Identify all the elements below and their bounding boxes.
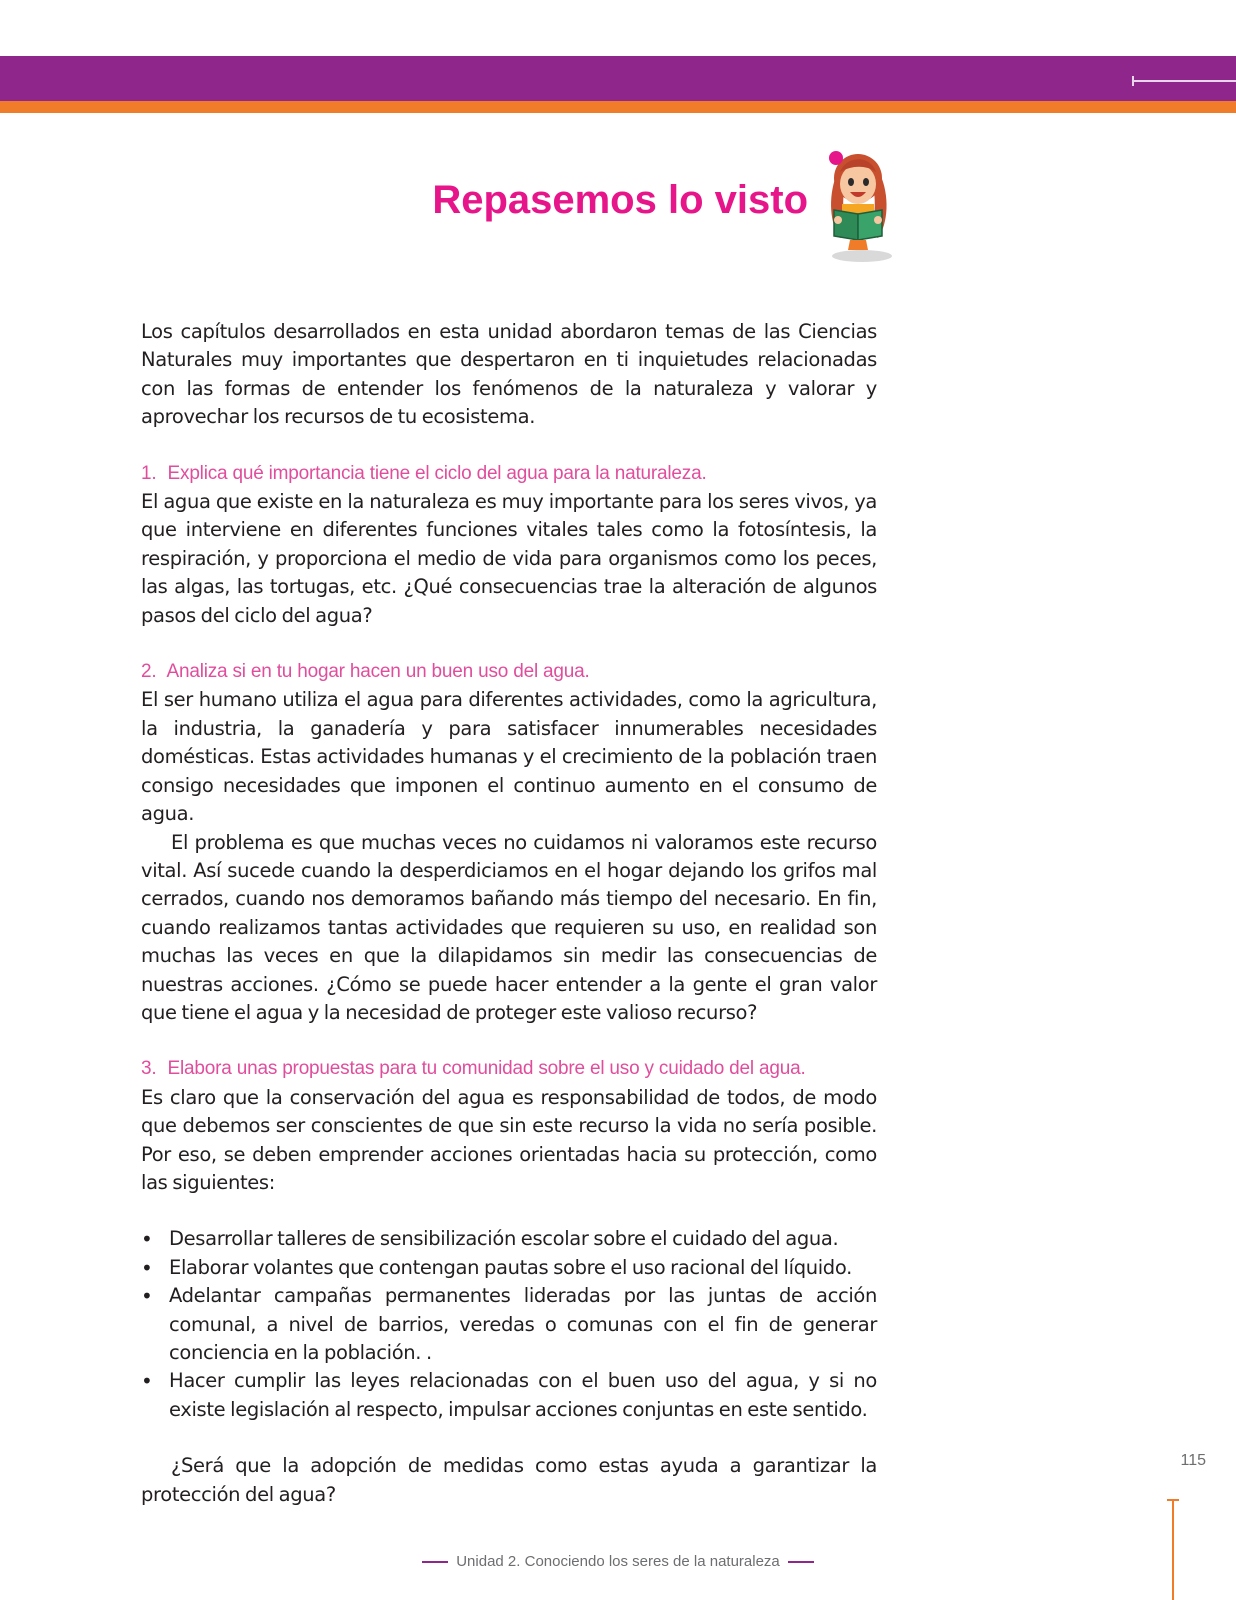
list-item: • Adelantar campañas permanentes lideradas por las juntas de acción comunal, a nivel de barrios, veredas o comunas con el fin de generar conciencia en la población. . — [141, 1282, 877, 1367]
girl-reading-book-icon — [818, 138, 900, 266]
footer-unit-label: Unidad 2. — [456, 1553, 521, 1570]
question-number: 1. — [141, 462, 157, 484]
header-band — [0, 56, 1236, 101]
question-text: Explica qué importancia tiene el ciclo del agua para la naturaleza. — [167, 462, 707, 484]
list-item: • Elaborar volantes que contengan pautas sobre el uso racional del líquido. — [141, 1254, 877, 1282]
footer-rule-left — [422, 1561, 448, 1563]
question-text: Elabora unas propuestas para tu comunidad sobre el uso y cuidado del agua. — [167, 1058, 806, 1080]
question-number: 2. — [141, 661, 157, 683]
side-rule — [1172, 1500, 1174, 1600]
question-2 — [141, 658, 877, 1027]
question-1 — [141, 460, 877, 630]
question-prompt — [141, 460, 877, 488]
body-text — [141, 318, 877, 1509]
page-number: 115 — [1180, 1452, 1206, 1469]
question-prompt — [141, 658, 877, 686]
answer-paragraph: El agua que existe en la naturaleza es muy importante para los seres vivos, ya que interviene en diferentes funciones vitales tales como la fotosíntesis, la respiración, y proporciona el medio de vida para organismos como los peces, las algas, las tortugas, etc. ¿Qué consecuencias trae la alteración de algunos pasos del ciclo del agua? — [141, 490, 877, 627]
closing-question: ¿Será que la adopción de medidas como estas ayuda a garantizar la protección del agua? — [141, 1454, 877, 1506]
list-item: • Hacer cumplir las leyes relacionadas con el buen uso del agua, y si no existe legislación al respecto, impulsar acciones conjuntas en este sentido. — [141, 1367, 877, 1424]
footer-unit-title: Conociendo los seres de la naturaleza — [524, 1553, 780, 1570]
header-rule — [1133, 80, 1236, 82]
question-text: Analiza si en tu hogar hacen un buen uso del agua. — [166, 661, 590, 683]
question-3 — [141, 1055, 877, 1509]
question-number: 3. — [141, 1058, 157, 1080]
answer-paragraph: El problema es que muchas veces no cuidamos ni valoramos este recurso vital. Así sucede cuando la desperdiciamos en el hogar dejando los grifos mal cerrados, cuando nos demoramos bañando más tiempo del necesario. En fin, cuando realizamos tantas actividades que requieren su uso, en realidad son muchas las veces en que la dilapidamos sin medir las consecuencias de nuestras acciones. ¿Cómo se puede hacer entender a la gente el gran valor que tiene el agua y la necesidad de proteger este valioso recurso? — [141, 830, 877, 1024]
answer-paragraph: El ser humano utiliza el agua para diferentes actividades, como la agricultura, la industria, la ganadería y para satisfacer innumerables necesidades domésticas. Estas actividades humanas y el crecimiento de la población traen consigo necesidades que imponen el continuo aumento en el consumo de agua. — [141, 688, 877, 826]
page-title: Repasemos lo visto — [432, 178, 808, 222]
header-rule-tick — [1132, 76, 1134, 86]
answer-paragraph: Es claro que la conservación del agua es responsabilidad de todos, de modo que debemos ser conscientes de que sin este recurso la vida no sería posible. Por eso, se deben emprender acciones orientadas hacia su protección, como las siguientes: — [141, 1085, 877, 1194]
list-item: • Desarrollar talleres de sensibilización escolar sobre el cuidado del agua. — [141, 1225, 877, 1253]
header-stripe — [0, 101, 1236, 113]
footer-rule-right — [788, 1561, 814, 1563]
footer — [0, 1553, 1236, 1570]
proposal-list — [141, 1225, 877, 1424]
intro-paragraph: Los capítulos desarrollados en esta unidad abordaron temas de las Ciencias Naturales muy importantes que despertaron en ti inquietudes relacionadas con las formas de entender los fenómenos de la naturaleza y valorar y aprovechar los recursos de tu ecosistema. — [141, 320, 877, 429]
question-prompt — [141, 1055, 877, 1083]
